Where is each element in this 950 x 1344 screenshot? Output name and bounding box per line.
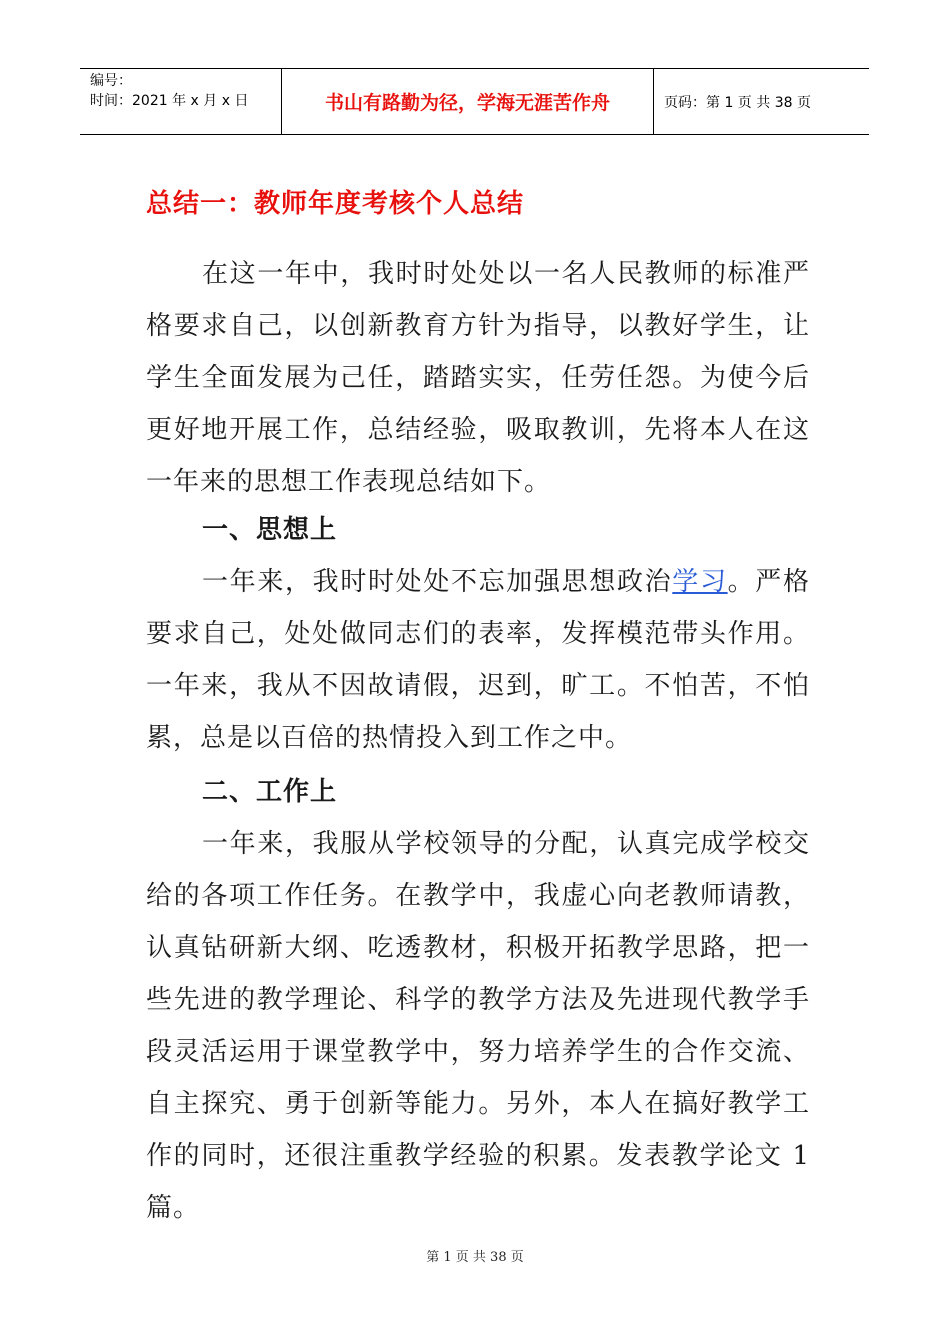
section-1-text [146, 556, 810, 764]
section-1-text-before: 一年来，我时时处处不忘加强思想政治 [202, 567, 673, 597]
section-2-heading: 二、工作上 [202, 777, 338, 807]
page-info: 页码：第 1 页 共 38 页 [664, 94, 811, 111]
header-meta-cell [80, 69, 282, 134]
motto: 书山有路勤为径，学海无涯苦作舟 [282, 69, 654, 134]
section-1-text-after: 。严格要求自己，处处做同志们的表率，发挥模范带头作用。一年来，我从不因故请假，迟到，旷工。不怕苦，不怕累，总是以百倍的热情投入到工作之中。 [146, 567, 810, 753]
section-1 [146, 504, 810, 764]
study-link[interactable]: 学习 [672, 567, 728, 597]
document-title: 总结一：教师年度考核个人总结 [146, 189, 525, 219]
intro-paragraph [146, 248, 810, 508]
section-2-text: 一年来，我服从学校领导的分配，认真完成学校交给的各项工作任务。在教学中，我虚心向老教师请教，认真钻研新大纲、吃透教材，积极开拓教学思路，把一些先进的教学理论、科学的教学方法及先进现代教学手段灵活运用于课堂教学中，努力培养学生的合作交流、自主探究、勇于创新等能力。另外，本人在搞好教学工作的同时，还很注重教学经验的积累。发表教学论文 1 篇。 [146, 829, 810, 1223]
number-label: 编号： [90, 73, 132, 89]
date-label: 时间：2021 年 x 月 x 日 [90, 93, 249, 109]
header-table [80, 68, 869, 135]
page-footer: 第 1 页 共 38 页 [426, 1250, 524, 1265]
section-2 [146, 766, 810, 1234]
intro-text: 在这一年中，我时时处处以一名人民教师的标准严格要求自己，以创新教育方针为指导，以教好学生，让学生全面发展为己任，踏踏实实，任劳任怨。为使今后更好地开展工作，总结经验，吸取教训，先将本人在这一年来的思想工作表现总结如下。 [146, 259, 810, 497]
section-1-heading: 一、思想上 [202, 515, 338, 545]
